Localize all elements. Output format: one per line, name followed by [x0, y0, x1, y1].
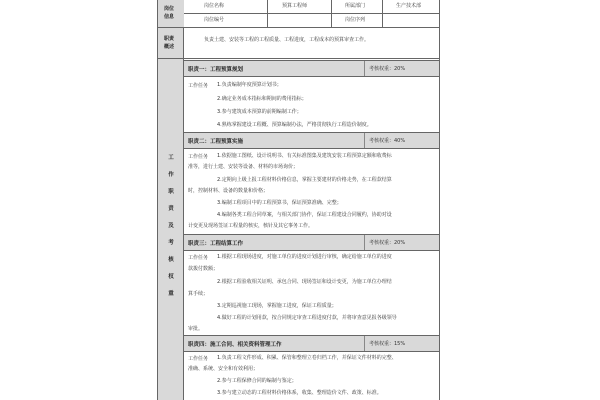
overview-label-cell [158, 28, 184, 59]
duty-section-2-line: 3.编制工程项目中的工程预算书，保证预算准确、完整； [217, 200, 342, 206]
duties-label-char: 及 [168, 223, 174, 229]
duty-section-1-weight: 考核权重：20% [369, 66, 406, 72]
duty-section-1-title: 职责一：工程预算规划 [188, 67, 244, 73]
duty-section-4-line: 准确、系统、安全和有效利用； [188, 366, 259, 372]
overview-text: 负责土建、安装等工程的工程质量、工程进度，工程成本的预算审查工作。 [204, 37, 370, 43]
department-value: 生产技术部 [396, 3, 422, 9]
duty-section-3-line: 审批。 [188, 326, 204, 332]
duty-section-4-weight: 考核权重：15% [369, 341, 406, 347]
duty-section-2-weight: 考核权重：40% [369, 138, 406, 144]
duty-section-4-line: 2.参与工程保修合同的编制与鉴定； [217, 378, 297, 384]
position-seq-label: 岗位序列 [345, 17, 366, 23]
overview-text-cell [184, 28, 439, 59]
duty-section-3-line: 算手续； [188, 291, 209, 297]
position-code-label: 岗位编号 [204, 17, 225, 23]
duty-section-1-line: 2.确定业务成本指标和期间的费用指标； [217, 96, 307, 102]
duty-section-2-header [184, 132, 439, 149]
duty-section-3-weight: 考核权重：20% [369, 240, 406, 246]
duties-vertical-label [158, 150, 184, 303]
overview-label-row2: 概述 [164, 44, 175, 50]
duties-label-char: 责 [168, 206, 174, 212]
duty-section-4-line: 1.负责工程文件形成、积累、保管和整理立卷归档工作，并保证文件材料的完整、 [217, 355, 397, 361]
duty-section-3-line: 3.定期巡视施工现场，掌握施工进度，保证工程质量； [217, 303, 337, 309]
job-description-document [157, 0, 440, 400]
duty-section-3-line: 款拨付数额； [188, 266, 219, 272]
position-info-label-row2: 信息 [164, 14, 175, 20]
header-row-2 [184, 14, 439, 28]
duty-section-3-line: 1.根据工程现场进度，对施工单位的进度计划进行审核，确定给施工单位的进度 [217, 254, 392, 260]
duty-section-4-header [184, 335, 439, 352]
duty-section-2-line: 2.定期向上级上报工程材料价格信息，掌握主要建材的价格走势，在工程款结算 [217, 177, 392, 183]
duties-label-char: 职 [168, 189, 174, 195]
duty-section-1-line: 4.熟练掌握建设工程概、预算编制办法，严格贯彻执行工程造价制度。 [217, 122, 372, 128]
duty-section-2-line: 时，控制材料、设备的数量和价格； [188, 188, 269, 194]
duty-section-2-line: 4.编制各类工程合同草案，与相关部门协作，保证工程建设合同履约，协助对设 [217, 212, 392, 218]
duty-section-4-line: 3.参与建立动态的工程材料价格体系，收集、整理造价文件、政策、标准。 [217, 390, 382, 396]
overview-label-row1: 职责 [164, 36, 175, 42]
duty-section-3-task-label: 工作任务 [188, 255, 209, 261]
duty-section-3-line: 4.做好工程的计划用款，按合同规定审查工程进度付款，并将审查意见报各级领导 [217, 315, 397, 321]
department-label: 所属部门 [345, 3, 366, 9]
duty-section-2-line: 1.依据施工图纸、设计说明书、有关标准图集及建筑安装工程预算定额和收费标 [217, 153, 392, 159]
duties-label-char: 工 [168, 155, 174, 161]
duty-section-1-line: 1.负责编制年度预算计划书； [217, 82, 282, 88]
header-row-1 [184, 0, 439, 14]
position-info-label-cell [158, 0, 184, 28]
duty-section-2-line: 计变更及现场签证工程量的核实，核针及其它事务工作。 [188, 223, 314, 229]
duty-section-2-line: 准等，进行土建、安装等设备、材料的市场询价； [188, 164, 299, 170]
duty-section-4-title: 职责四：施工合同、相关资料管理工作 [188, 342, 282, 348]
duties-label-char: 权 [168, 274, 174, 280]
duty-section-1-task-label: 工作任务 [188, 83, 209, 89]
duties-label-char: 作 [168, 172, 174, 178]
duty-section-3-header [184, 234, 439, 251]
duty-section-3-line: 2.根据工程验收相关证明、承包合同、现场签证和设计变更，为施工单位办理结 [217, 279, 392, 285]
duty-section-2-title: 职责二：工程预算实施 [188, 139, 244, 145]
duties-label-char: 考 [168, 240, 174, 246]
duties-label-char: 重 [168, 291, 174, 297]
duty-section-1-line: 3.参与建筑成本预算的前期编制工作； [217, 109, 302, 115]
duty-section-1-header [184, 60, 439, 77]
duty-section-2-task-label: 工作任务 [188, 154, 209, 160]
duty-section-4-task-label: 工作任务 [188, 356, 209, 362]
duties-label-char: 核 [168, 257, 174, 263]
position-info-label-row1: 岗位 [164, 6, 175, 12]
duty-section-3-title: 职责三：工程结算工作 [188, 241, 244, 247]
position-name-label: 岗位名称 [204, 3, 225, 9]
position-name-value: 预算工程师 [282, 3, 308, 9]
